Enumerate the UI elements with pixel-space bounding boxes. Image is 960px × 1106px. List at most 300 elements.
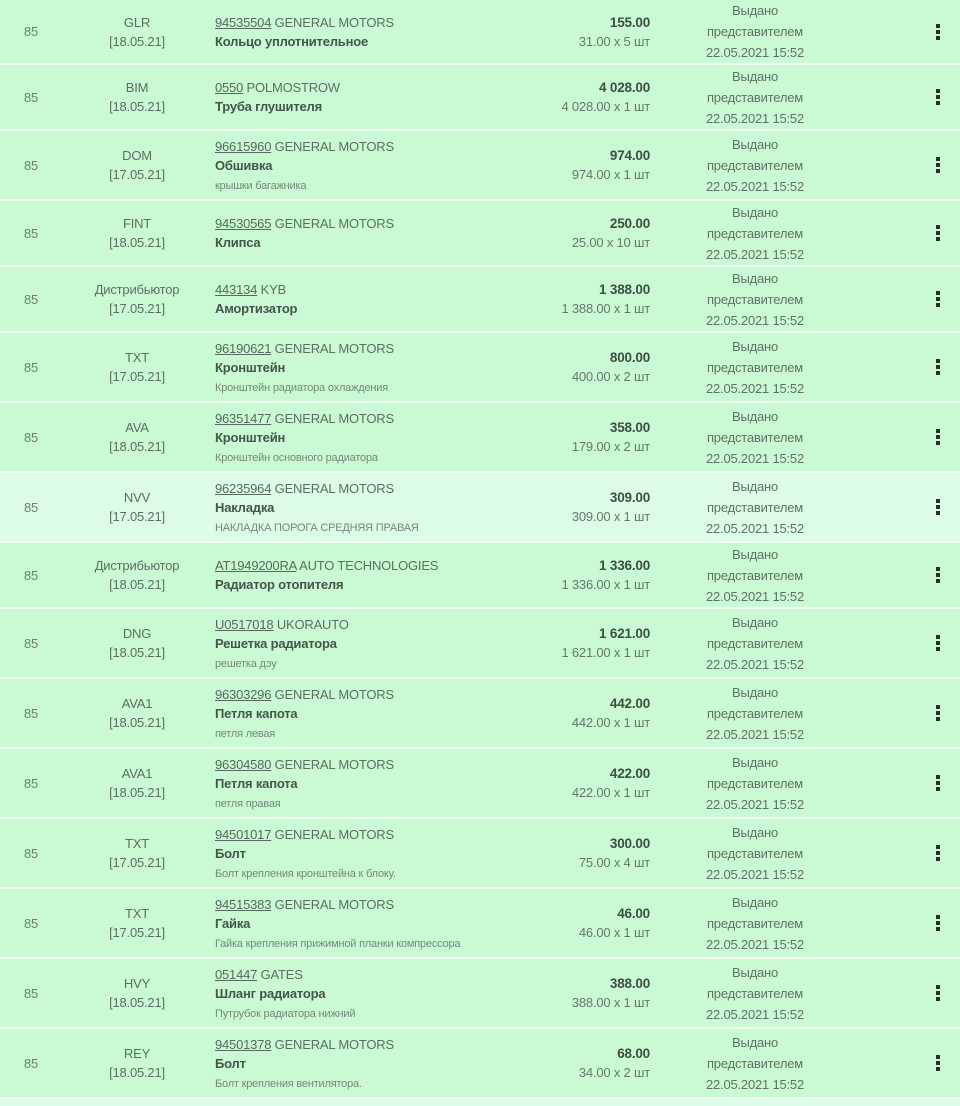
status-line-3: 22.05.2021 15:52 (705, 1076, 804, 1092)
part-cell (212, 7, 560, 57)
date-label: [18.05.21] (109, 785, 165, 800)
status-cell (650, 66, 860, 129)
status-line-1: Выдано (731, 824, 779, 840)
code-date-cell (62, 78, 212, 116)
price-cell (560, 78, 650, 116)
code-date-cell (62, 974, 212, 1012)
quantity-cell (0, 360, 62, 375)
quantity-value: 85 (23, 499, 39, 515)
warehouse-code: REY (123, 1046, 151, 1061)
status-line-3: 22.05.2021 15:52 (705, 866, 804, 882)
warehouse-code: AVA1 (121, 766, 153, 781)
status-line-1: Выдано (731, 68, 779, 84)
price-cell (560, 764, 650, 802)
part-name: Клипса (215, 235, 261, 250)
brand-label: POLMOSTROW (246, 80, 340, 95)
quantity-cell (0, 568, 62, 583)
part-header-line (215, 78, 340, 97)
unit-price-qty: 1 621.00 x 1 шт (561, 645, 650, 660)
kebab-menu-icon[interactable] (932, 701, 944, 725)
date-label: [18.05.21] (109, 645, 165, 660)
quantity-value: 85 (23, 705, 39, 721)
part-header-line (215, 685, 394, 704)
part-number-link[interactable]: AT1949200RA (215, 558, 297, 573)
quantity-value: 85 (23, 225, 39, 241)
part-cell (212, 72, 560, 122)
unit-price-qty: 400.00 x 2 шт (571, 369, 650, 384)
total-price: 358.00 (609, 420, 650, 435)
kebab-menu-icon[interactable] (932, 85, 944, 109)
status-line-1: Выдано (731, 3, 779, 18)
table-row (0, 749, 960, 819)
part-name: Петля капота (215, 706, 298, 721)
status-line-3: 22.05.2021 15:52 (705, 312, 804, 328)
part-cell (212, 131, 560, 199)
brand-label: GENERAL MOTORS (274, 827, 394, 842)
part-name: Шланг радиатора (215, 986, 326, 1001)
brand-label: GENERAL MOTORS (274, 139, 394, 154)
part-number-link[interactable]: 94535504 (215, 14, 272, 30)
price-cell (560, 418, 650, 456)
total-price: 422.00 (609, 766, 650, 781)
total-price: 800.00 (609, 350, 650, 365)
status-cell (650, 268, 860, 331)
quantity-cell (0, 636, 62, 651)
brand-label: KYB (260, 282, 287, 297)
table-row (0, 333, 960, 403)
status-line-2: представителем (706, 705, 804, 721)
part-description: решетка дэу (215, 658, 277, 670)
date-label: [18.05.21] (109, 439, 165, 454)
menu-cell (860, 425, 960, 449)
part-name: Кронштейн (215, 360, 286, 375)
warehouse-code: DNG (122, 626, 152, 641)
brand-label: GENERAL MOTORS (274, 757, 394, 772)
total-price: 974.00 (609, 148, 650, 163)
unit-price-qty: 46.00 x 1 шт (578, 925, 650, 940)
table-row (0, 819, 960, 889)
menu-cell (860, 20, 960, 44)
kebab-menu-icon[interactable] (932, 981, 944, 1005)
status-cell (650, 822, 860, 885)
menu-cell (860, 355, 960, 379)
status-line-1: Выдано (731, 270, 779, 286)
table-row (0, 679, 960, 749)
kebab-menu-icon[interactable] (932, 563, 944, 587)
part-cell (212, 749, 560, 817)
price-cell (560, 280, 650, 318)
part-name: Амортизатор (215, 301, 298, 316)
status-cell (650, 752, 860, 815)
kebab-menu-icon[interactable] (932, 1051, 944, 1075)
code-date-cell (62, 348, 212, 386)
status-line-3: 22.05.2021 15:52 (705, 1006, 804, 1022)
menu-cell (860, 981, 960, 1005)
code-date-cell (62, 13, 212, 51)
status-cell (650, 1032, 860, 1095)
code-date-cell (62, 764, 212, 802)
unit-price-qty: 974.00 x 1 шт (571, 167, 650, 182)
menu-cell (860, 563, 960, 587)
part-header-line (215, 965, 303, 984)
part-description: Болт крепления кронштейна к блоку. (215, 868, 396, 880)
part-cell (212, 208, 560, 258)
table-row (0, 267, 960, 333)
total-price: 46.00 (617, 906, 650, 921)
warehouse-code: GLR (123, 14, 151, 30)
quantity-cell (0, 226, 62, 241)
menu-cell (860, 631, 960, 655)
code-date-cell (62, 214, 212, 252)
total-price: 250.00 (609, 216, 650, 231)
part-description: Кронштейн основного радиатора (215, 452, 378, 464)
total-price: 309.00 (609, 490, 650, 505)
quantity-value: 85 (23, 1055, 39, 1071)
part-header-line (215, 825, 394, 844)
status-line-1: Выдано (731, 338, 779, 354)
status-line-3: 22.05.2021 15:52 (705, 588, 804, 604)
quantity-value: 85 (23, 845, 39, 861)
code-date-cell (62, 418, 212, 456)
unit-price-qty: 1 388.00 x 1 шт (561, 301, 650, 316)
part-header-line (215, 895, 394, 914)
status-line-2: представителем (706, 1055, 804, 1071)
part-name: Радиатор отопителя (215, 577, 344, 592)
part-number-link[interactable]: 96303296 (215, 687, 272, 702)
table-row (0, 609, 960, 679)
status-line-2: представителем (706, 89, 804, 105)
quantity-value: 85 (23, 985, 39, 1001)
status-cell (650, 406, 860, 469)
price-cell (560, 488, 650, 526)
brand-label: UKORAUTO (276, 617, 349, 632)
unit-price-qty: 4 028.00 x 1 шт (561, 99, 650, 114)
part-header-line (215, 1035, 394, 1054)
part-header-line (215, 615, 349, 634)
table-row (0, 201, 960, 267)
menu-cell (860, 221, 960, 245)
quantity-cell (0, 292, 62, 307)
price-cell (560, 624, 650, 662)
kebab-menu-icon[interactable] (932, 771, 944, 795)
part-name: Болт (215, 846, 246, 861)
part-number-link[interactable]: 96190621 (215, 341, 272, 356)
part-description: Гайка крепления прижимной планки компрессора (215, 938, 461, 950)
part-number-link[interactable]: 0550 (215, 80, 244, 95)
date-label: [18.05.21] (109, 995, 165, 1010)
warehouse-code: NVV (123, 490, 151, 505)
unit-price-qty: 34.00 x 2 шт (578, 1065, 650, 1080)
part-description: петля правая (215, 798, 281, 810)
table-row (0, 889, 960, 959)
code-date-cell (62, 1044, 212, 1082)
part-description: Болт крепления вентилятора. (215, 1078, 362, 1090)
table-row (0, 0, 960, 65)
status-cell (650, 682, 860, 745)
date-label: [18.05.21] (109, 235, 165, 250)
date-label: [18.05.21] (109, 1065, 165, 1080)
menu-cell (860, 911, 960, 935)
table-row (0, 1029, 960, 1099)
quantity-value: 85 (23, 359, 39, 375)
unit-price-qty: 442.00 x 1 шт (571, 715, 650, 730)
code-date-cell (62, 834, 212, 872)
quantity-value: 85 (23, 635, 39, 651)
part-name: Накладка (215, 500, 275, 515)
status-line-2: представителем (706, 24, 804, 39)
warehouse-code: TXT (125, 836, 149, 851)
status-line-2: представителем (706, 635, 804, 651)
part-number-link[interactable]: 94530565 (215, 216, 272, 231)
status-line-2: представителем (706, 429, 804, 445)
quantity-cell (0, 986, 62, 1001)
kebab-menu-icon[interactable] (932, 841, 944, 865)
status-line-2: представителем (706, 291, 804, 307)
status-cell (650, 892, 860, 955)
part-header-line (215, 214, 394, 233)
part-description: Путрубок радиатора нижний (215, 1008, 356, 1020)
part-cell (212, 550, 560, 600)
unit-price-qty: 388.00 x 1 шт (571, 995, 650, 1010)
part-header-line (215, 556, 438, 575)
status-line-1: Выдано (731, 1034, 779, 1050)
total-price: 1 621.00 (599, 626, 650, 641)
total-price: 442.00 (609, 696, 650, 711)
quantity-cell (0, 1056, 62, 1071)
part-name: Труба глушителя (215, 99, 322, 114)
total-price: 1 388.00 (599, 282, 650, 297)
kebab-menu-icon[interactable] (932, 425, 944, 449)
status-cell (650, 962, 860, 1025)
status-line-2: представителем (706, 567, 804, 583)
quantity-value: 85 (23, 915, 39, 931)
date-label: [18.05.21] (109, 99, 165, 114)
warehouse-code: AVA1 (121, 696, 153, 711)
price-cell (560, 348, 650, 386)
brand-label: GENERAL MOTORS (274, 411, 394, 426)
quantity-cell (0, 706, 62, 721)
brand-label: GENERAL MOTORS (274, 14, 394, 30)
status-cell (650, 544, 860, 607)
status-line-2: представителем (706, 775, 804, 791)
menu-cell (860, 153, 960, 177)
code-date-cell (62, 556, 212, 594)
warehouse-code: HVY (123, 976, 151, 991)
price-cell (560, 556, 650, 594)
status-line-3: 22.05.2021 15:52 (705, 246, 804, 262)
part-name: Болт (215, 1056, 246, 1071)
part-cell (212, 819, 560, 887)
part-name: Решетка радиатора (215, 636, 337, 651)
warehouse-code: BIM (125, 80, 149, 95)
table-row (0, 131, 960, 201)
brand-label: GATES (260, 967, 303, 982)
part-description: Кронштейн радиатора охлаждения (215, 382, 388, 394)
status-line-3: 22.05.2021 15:52 (705, 520, 804, 536)
part-cell (212, 274, 560, 324)
status-line-2: представителем (706, 157, 804, 173)
unit-price-qty: 75.00 x 4 шт (578, 855, 650, 870)
table-row (0, 543, 960, 609)
part-cell (212, 609, 560, 677)
part-description: крышки багажника (215, 180, 307, 192)
quantity-value: 85 (23, 89, 39, 105)
table-row (0, 403, 960, 473)
status-line-1: Выдано (731, 546, 779, 562)
code-date-cell (62, 694, 212, 732)
warehouse-code: DOM (122, 148, 152, 163)
price-cell (560, 13, 650, 51)
status-line-1: Выдано (731, 894, 779, 910)
brand-label: AUTO TECHNOLOGIES (299, 558, 439, 573)
status-cell (650, 612, 860, 675)
date-label: [18.05.21] (109, 33, 165, 49)
status-line-2: представителем (706, 359, 804, 375)
brand-label: GENERAL MOTORS (274, 216, 394, 231)
part-number-link[interactable]: U0517018 (215, 617, 274, 632)
total-price: 300.00 (609, 836, 650, 851)
status-cell (650, 134, 860, 197)
status-line-1: Выдано (731, 754, 779, 770)
unit-price-qty: 1 336.00 x 1 шт (561, 577, 650, 592)
warehouse-code: Дистрибьютор (94, 558, 180, 573)
brand-label: GENERAL MOTORS (274, 341, 394, 356)
status-line-2: представителем (706, 225, 804, 241)
part-header-line (215, 280, 286, 299)
part-cell (212, 473, 560, 541)
unit-price-qty: 25.00 x 10 шт (571, 235, 650, 250)
status-line-1: Выдано (731, 408, 779, 424)
kebab-menu-icon[interactable] (932, 631, 944, 655)
menu-cell (860, 495, 960, 519)
status-line-2: представителем (706, 499, 804, 515)
status-line-2: представителем (706, 985, 804, 1001)
code-date-cell (62, 146, 212, 184)
part-number-link[interactable]: 051447 (215, 967, 258, 982)
brand-label: GENERAL MOTORS (274, 1037, 394, 1052)
warehouse-code: FINT (122, 216, 152, 231)
quantity-cell (0, 24, 62, 39)
next-row-partial (0, 1099, 960, 1106)
warehouse-code: AVA (125, 420, 149, 435)
status-cell (650, 202, 860, 265)
status-line-3: 22.05.2021 15:52 (705, 936, 804, 952)
part-cell (212, 889, 560, 957)
price-cell (560, 146, 650, 184)
kebab-menu-icon[interactable] (932, 20, 944, 44)
part-name: Гайка (215, 916, 251, 931)
date-label: [17.05.21] (109, 301, 165, 316)
menu-cell (860, 287, 960, 311)
quantity-cell (0, 916, 62, 931)
part-number-link[interactable]: 443134 (215, 282, 258, 297)
code-date-cell (62, 488, 212, 526)
part-header-line (215, 479, 394, 498)
quantity-value: 85 (23, 157, 39, 173)
part-cell (212, 333, 560, 401)
quantity-cell (0, 158, 62, 173)
price-cell (560, 904, 650, 942)
part-number-link[interactable]: 94501378 (215, 1037, 272, 1052)
status-cell (650, 476, 860, 539)
part-header-line (215, 409, 394, 428)
quantity-cell (0, 90, 62, 105)
status-line-1: Выдано (731, 964, 779, 980)
date-label: [17.05.21] (109, 369, 165, 384)
date-label: [17.05.21] (109, 167, 165, 182)
total-price: 155.00 (609, 14, 650, 30)
part-header-line (215, 13, 394, 32)
table-row (0, 473, 960, 543)
quantity-cell (0, 776, 62, 791)
date-label: [18.05.21] (109, 577, 165, 592)
part-number-link[interactable]: 94515383 (215, 897, 272, 912)
date-label: [18.05.21] (109, 715, 165, 730)
warehouse-code: TXT (125, 906, 149, 921)
part-name: Петля капота (215, 776, 298, 791)
kebab-menu-icon[interactable] (932, 495, 944, 519)
brand-label: GENERAL MOTORS (274, 481, 394, 496)
status-line-2: представителем (706, 915, 804, 931)
quantity-cell (0, 430, 62, 445)
status-line-3: 22.05.2021 15:52 (705, 178, 804, 194)
total-price: 1 336.00 (599, 558, 650, 573)
date-label: [17.05.21] (109, 925, 165, 940)
kebab-menu-icon[interactable] (932, 153, 944, 177)
status-line-1: Выдано (731, 684, 779, 700)
part-number-link[interactable]: 94501017 (215, 827, 272, 842)
part-number-link[interactable]: 96235964 (215, 481, 272, 496)
kebab-menu-icon[interactable] (932, 355, 944, 379)
date-label: [17.05.21] (109, 509, 165, 524)
unit-price-qty: 179.00 x 2 шт (571, 439, 650, 454)
status-line-1: Выдано (731, 478, 779, 494)
status-line-3: 22.05.2021 15:52 (705, 380, 804, 396)
price-cell (560, 974, 650, 1012)
part-number-link[interactable]: 96351477 (215, 411, 272, 426)
status-line-3: 22.05.2021 15:52 (705, 726, 804, 742)
date-label: [17.05.21] (109, 855, 165, 870)
code-date-cell (62, 904, 212, 942)
unit-price-qty: 309.00 x 1 шт (571, 509, 650, 524)
part-cell (212, 679, 560, 747)
part-cell (212, 403, 560, 471)
menu-cell (860, 85, 960, 109)
kebab-menu-icon[interactable] (932, 221, 944, 245)
status-cell (650, 0, 860, 63)
part-header-line (215, 339, 394, 358)
warehouse-code: Дистрибьютор (94, 282, 180, 297)
part-number-link[interactable]: 96615960 (215, 139, 272, 154)
quantity-value: 85 (23, 567, 39, 583)
status-line-1: Выдано (731, 204, 779, 220)
part-description: НАКЛАДКА ПОРОГА СРЕДНЯЯ ПРАВАЯ (215, 522, 419, 534)
kebab-menu-icon[interactable] (932, 287, 944, 311)
menu-cell (860, 771, 960, 795)
part-cell (212, 1029, 560, 1097)
status-line-1: Выдано (731, 614, 779, 630)
price-cell (560, 214, 650, 252)
price-cell (560, 1044, 650, 1082)
unit-price-qty: 422.00 x 1 шт (571, 785, 650, 800)
status-line-3: 22.05.2021 15:52 (705, 656, 804, 672)
part-number-link[interactable]: 96304580 (215, 757, 272, 772)
kebab-menu-icon[interactable] (932, 911, 944, 935)
menu-cell (860, 1051, 960, 1075)
warehouse-code: TXT (125, 350, 149, 365)
price-cell (560, 694, 650, 732)
part-description: петля левая (215, 728, 276, 740)
